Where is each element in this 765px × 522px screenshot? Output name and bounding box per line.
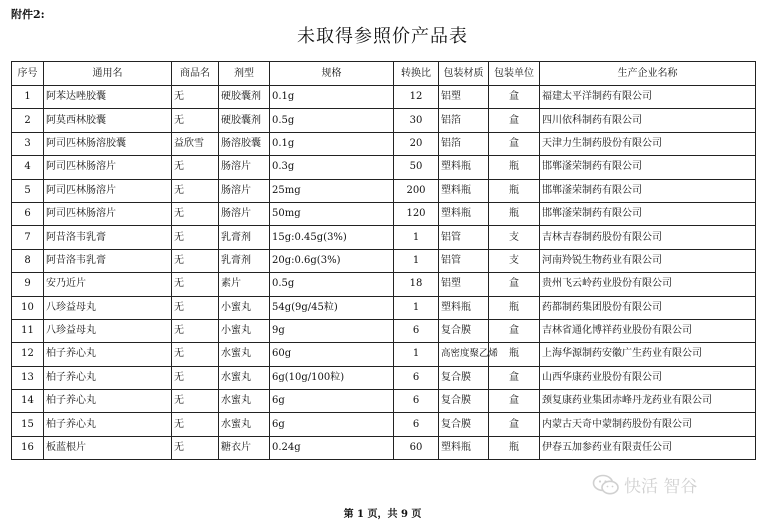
cell-spec: 6g bbox=[270, 413, 394, 436]
cell-brand-name: 无 bbox=[172, 202, 219, 225]
cell-manufacturer: 伊春五加参药业有限责任公司 bbox=[540, 436, 756, 459]
table-row bbox=[12, 436, 756, 459]
cell-index: 1 bbox=[12, 86, 44, 109]
cell-ratio: 30 bbox=[394, 109, 439, 132]
cell-package-material: 塑料瓶 bbox=[439, 156, 489, 179]
cell-ratio: 6 bbox=[394, 390, 439, 413]
table-row bbox=[12, 156, 756, 179]
cell-spec: 60g bbox=[270, 343, 394, 366]
col-header-package-material: 包装材质 bbox=[439, 62, 489, 86]
cell-spec: 9g bbox=[270, 319, 394, 342]
cell-package-unit: 瓶 bbox=[489, 202, 540, 225]
cell-generic-name: 柏子养心丸 bbox=[44, 413, 172, 436]
table-row bbox=[12, 273, 756, 296]
cell-index: 10 bbox=[12, 296, 44, 319]
cell-brand-name: 无 bbox=[172, 179, 219, 202]
cell-package-unit: 盒 bbox=[489, 390, 540, 413]
cell-generic-name: 阿昔洛韦乳膏 bbox=[44, 249, 172, 272]
cell-ratio: 6 bbox=[394, 319, 439, 342]
cell-package-material: 复合膜 bbox=[439, 366, 489, 389]
cell-package-unit: 盒 bbox=[489, 109, 540, 132]
table-row bbox=[12, 109, 756, 132]
cell-package-unit: 瓶 bbox=[489, 179, 540, 202]
cell-ratio: 50 bbox=[394, 156, 439, 179]
cell-generic-name: 柏子养心丸 bbox=[44, 343, 172, 366]
cell-generic-name: 阿司匹林肠溶胶囊 bbox=[44, 132, 172, 155]
cell-index: 4 bbox=[12, 156, 44, 179]
col-header-generic-name: 通用名 bbox=[44, 62, 172, 86]
cell-package-material: 复合膜 bbox=[439, 413, 489, 436]
header-row bbox=[12, 62, 756, 86]
cell-ratio: 60 bbox=[394, 436, 439, 459]
cell-dosage-form: 小蜜丸 bbox=[219, 319, 270, 342]
col-header-package-unit: 包装单位 bbox=[489, 62, 540, 86]
cell-index: 6 bbox=[12, 202, 44, 225]
cell-package-unit: 盒 bbox=[489, 319, 540, 342]
cell-package-material: 复合膜 bbox=[439, 319, 489, 342]
cell-package-material: 铝塑 bbox=[439, 86, 489, 109]
cell-package-unit: 盒 bbox=[489, 86, 540, 109]
attachment-label: 附件2: bbox=[11, 8, 45, 21]
cell-generic-name: 阿司匹林肠溶片 bbox=[44, 179, 172, 202]
cell-package-unit: 瓶 bbox=[489, 436, 540, 459]
cell-manufacturer: 山西华康药业股份有限公司 bbox=[540, 366, 756, 389]
cell-package-material: 塑料瓶 bbox=[439, 436, 489, 459]
cell-manufacturer: 邯郸滏荣制药有限公司 bbox=[540, 202, 756, 225]
cell-manufacturer: 天津力生制药股份有限公司 bbox=[540, 132, 756, 155]
page-footer: 第 1 页，共 9 页 bbox=[343, 509, 422, 520]
cell-index: 8 bbox=[12, 249, 44, 272]
cell-index: 11 bbox=[12, 319, 44, 342]
col-header-spec: 规格 bbox=[270, 62, 394, 86]
table-row bbox=[12, 343, 756, 366]
cell-brand-name: 无 bbox=[172, 319, 219, 342]
cell-ratio: 1 bbox=[394, 249, 439, 272]
cell-package-unit: 支 bbox=[489, 226, 540, 249]
watermark-text: 快活 智谷 bbox=[624, 477, 698, 497]
cell-brand-name: 无 bbox=[172, 366, 219, 389]
table-row bbox=[12, 86, 756, 109]
cell-dosage-form: 水蜜丸 bbox=[219, 390, 270, 413]
cell-dosage-form: 水蜜丸 bbox=[219, 413, 270, 436]
cell-package-material: 铝箔 bbox=[439, 132, 489, 155]
wechat-icon bbox=[592, 474, 620, 496]
cell-brand-name: 无 bbox=[172, 86, 219, 109]
cell-manufacturer: 福建太平洋制药有限公司 bbox=[540, 86, 756, 109]
cell-brand-name: 无 bbox=[172, 413, 219, 436]
cell-package-material: 塑料瓶 bbox=[439, 202, 489, 225]
table-row bbox=[12, 202, 756, 225]
cell-dosage-form: 乳膏剂 bbox=[219, 226, 270, 249]
cell-dosage-form: 小蜜丸 bbox=[219, 296, 270, 319]
cell-package-material: 铝管 bbox=[439, 226, 489, 249]
cell-package-material: 铝塑 bbox=[439, 273, 489, 296]
cell-brand-name: 无 bbox=[172, 249, 219, 272]
cell-index: 3 bbox=[12, 132, 44, 155]
cell-brand-name: 益欣雪 bbox=[172, 132, 219, 155]
col-header-brand-name: 商品名 bbox=[172, 62, 219, 86]
col-header-dosage-form: 剂型 bbox=[219, 62, 270, 86]
cell-index: 12 bbox=[12, 343, 44, 366]
cell-brand-name: 无 bbox=[172, 390, 219, 413]
cell-generic-name: 阿莫西林胶囊 bbox=[44, 109, 172, 132]
cell-package-unit: 盒 bbox=[489, 366, 540, 389]
cell-manufacturer: 上海华源制药安徽广生药业有限公司 bbox=[540, 343, 756, 366]
cell-index: 15 bbox=[12, 413, 44, 436]
cell-brand-name: 无 bbox=[172, 226, 219, 249]
table-row bbox=[12, 132, 756, 155]
cell-index: 9 bbox=[12, 273, 44, 296]
cell-package-material: 塑料瓶 bbox=[439, 296, 489, 319]
cell-spec: 54g(9g/45粒) bbox=[270, 296, 394, 319]
cell-ratio: 120 bbox=[394, 202, 439, 225]
cell-brand-name: 无 bbox=[172, 343, 219, 366]
cell-generic-name: 柏子养心丸 bbox=[44, 390, 172, 413]
cell-index: 16 bbox=[12, 436, 44, 459]
cell-spec: 0.5g bbox=[270, 273, 394, 296]
cell-generic-name: 柏子养心丸 bbox=[44, 366, 172, 389]
table-row bbox=[12, 226, 756, 249]
cell-package-unit: 盒 bbox=[489, 413, 540, 436]
cell-generic-name: 阿昔洛韦乳膏 bbox=[44, 226, 172, 249]
col-header-manufacturer: 生产企业名称 bbox=[540, 62, 756, 86]
table-row bbox=[12, 319, 756, 342]
cell-generic-name: 阿苯达唑胶囊 bbox=[44, 86, 172, 109]
cell-spec: 0.1g bbox=[270, 86, 394, 109]
cell-dosage-form: 水蜜丸 bbox=[219, 343, 270, 366]
cell-ratio: 1 bbox=[394, 226, 439, 249]
cell-index: 5 bbox=[12, 179, 44, 202]
cell-manufacturer: 内蒙古天奇中蒙制药股份有限公司 bbox=[540, 413, 756, 436]
table-row bbox=[12, 249, 756, 272]
cell-package-material: 塑料瓶 bbox=[439, 179, 489, 202]
cell-generic-name: 阿司匹林肠溶片 bbox=[44, 202, 172, 225]
cell-index: 2 bbox=[12, 109, 44, 132]
cell-ratio: 12 bbox=[394, 86, 439, 109]
cell-manufacturer: 药都制药集团股份有限公司 bbox=[540, 296, 756, 319]
cell-generic-name: 八珍益母丸 bbox=[44, 296, 172, 319]
cell-package-material: 铝管 bbox=[439, 249, 489, 272]
cell-dosage-form: 肠溶片 bbox=[219, 179, 270, 202]
cell-generic-name: 阿司匹林肠溶片 bbox=[44, 156, 172, 179]
cell-dosage-form: 硬胶囊剂 bbox=[219, 109, 270, 132]
cell-generic-name: 安乃近片 bbox=[44, 273, 172, 296]
cell-spec: 25mg bbox=[270, 179, 394, 202]
product-table bbox=[11, 61, 756, 460]
cell-ratio: 200 bbox=[394, 179, 439, 202]
col-header-index: 序号 bbox=[12, 62, 44, 86]
cell-brand-name: 无 bbox=[172, 296, 219, 319]
cell-manufacturer: 邯郸滏荣制药有限公司 bbox=[540, 156, 756, 179]
cell-ratio: 1 bbox=[394, 343, 439, 366]
cell-manufacturer: 吉林吉春制药股份有限公司 bbox=[540, 226, 756, 249]
cell-package-unit: 盒 bbox=[489, 132, 540, 155]
cell-index: 14 bbox=[12, 390, 44, 413]
cell-package-material: 复合膜 bbox=[439, 390, 489, 413]
cell-dosage-form: 乳膏剂 bbox=[219, 249, 270, 272]
cell-spec: 20g:0.6g(3%) bbox=[270, 249, 394, 272]
table-row bbox=[12, 179, 756, 202]
cell-dosage-form: 素片 bbox=[219, 273, 270, 296]
cell-spec: 6g(10g/100粒) bbox=[270, 366, 394, 389]
cell-package-material: 铝箔 bbox=[439, 109, 489, 132]
cell-dosage-form: 肠溶片 bbox=[219, 202, 270, 225]
cell-package-unit: 瓶 bbox=[489, 343, 540, 366]
cell-package-unit: 支 bbox=[489, 249, 540, 272]
watermark bbox=[592, 472, 697, 497]
table-row bbox=[12, 366, 756, 389]
cell-manufacturer: 贵州飞云岭药业股份有限公司 bbox=[540, 273, 756, 296]
cell-spec: 0.24g bbox=[270, 436, 394, 459]
col-header-ratio: 转换比 bbox=[394, 62, 439, 86]
cell-brand-name: 无 bbox=[172, 436, 219, 459]
cell-ratio: 6 bbox=[394, 366, 439, 389]
cell-index: 13 bbox=[12, 366, 44, 389]
cell-dosage-form: 肠溶片 bbox=[219, 156, 270, 179]
cell-generic-name: 八珍益母丸 bbox=[44, 319, 172, 342]
cell-manufacturer: 河南羚锐生物药业有限公司 bbox=[540, 249, 756, 272]
cell-dosage-form: 肠溶胶囊 bbox=[219, 132, 270, 155]
cell-spec: 15g:0.45g(3%) bbox=[270, 226, 394, 249]
cell-package-material: 高密度聚乙烯 bbox=[439, 343, 489, 366]
cell-package-unit: 盒 bbox=[489, 273, 540, 296]
cell-ratio: 20 bbox=[394, 132, 439, 155]
cell-spec: 0.3g bbox=[270, 156, 394, 179]
cell-brand-name: 无 bbox=[172, 156, 219, 179]
cell-brand-name: 无 bbox=[172, 109, 219, 132]
cell-manufacturer: 颈复康药业集团赤峰丹龙药业有限公司 bbox=[540, 390, 756, 413]
page-title: 未取得参照价产品表 bbox=[297, 26, 468, 47]
cell-index: 7 bbox=[12, 226, 44, 249]
cell-manufacturer: 邯郸滏荣制药有限公司 bbox=[540, 179, 756, 202]
cell-dosage-form: 水蜜丸 bbox=[219, 366, 270, 389]
cell-ratio: 6 bbox=[394, 413, 439, 436]
cell-dosage-form: 糖衣片 bbox=[219, 436, 270, 459]
cell-ratio: 18 bbox=[394, 273, 439, 296]
cell-manufacturer: 四川依科制药有限公司 bbox=[540, 109, 756, 132]
table-row bbox=[12, 413, 756, 436]
cell-brand-name: 无 bbox=[172, 273, 219, 296]
cell-package-unit: 瓶 bbox=[489, 296, 540, 319]
cell-spec: 0.1g bbox=[270, 132, 394, 155]
cell-manufacturer: 吉林省通化博祥药业股份有限公司 bbox=[540, 319, 756, 342]
table-row bbox=[12, 296, 756, 319]
table-row bbox=[12, 390, 756, 413]
cell-spec: 50mg bbox=[270, 202, 394, 225]
cell-dosage-form: 硬胶囊剂 bbox=[219, 86, 270, 109]
cell-ratio: 1 bbox=[394, 296, 439, 319]
cell-spec: 6g bbox=[270, 390, 394, 413]
cell-spec: 0.5g bbox=[270, 109, 394, 132]
cell-package-unit: 瓶 bbox=[489, 156, 540, 179]
cell-generic-name: 板蓝根片 bbox=[44, 436, 172, 459]
